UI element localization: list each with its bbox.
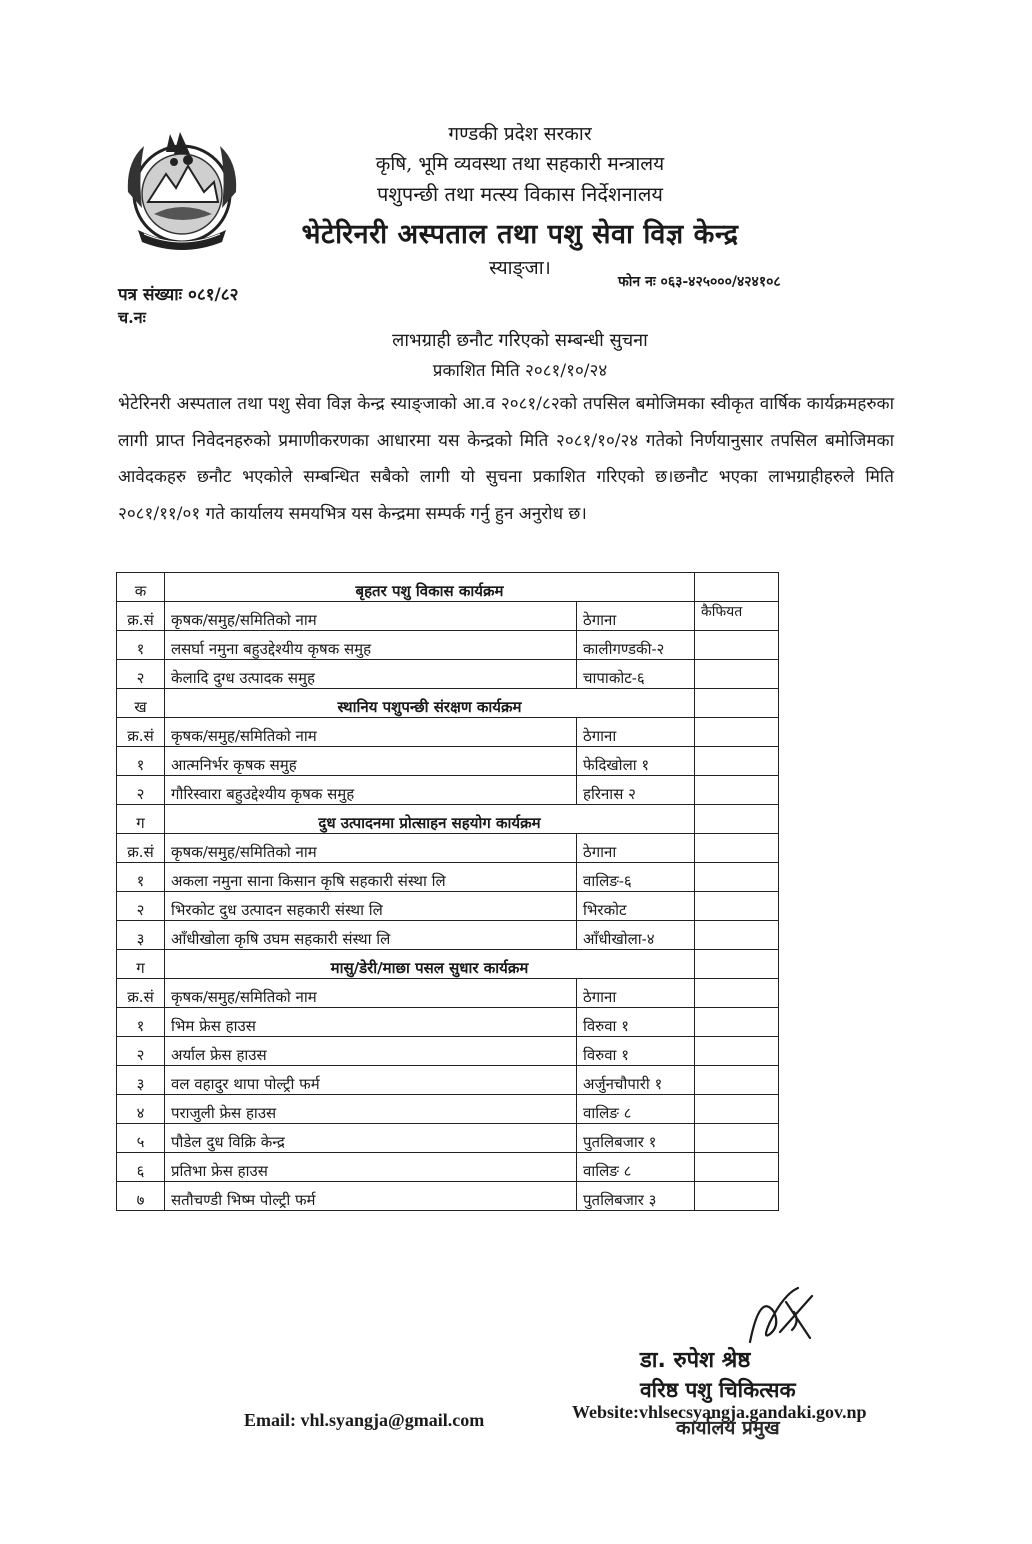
column-header-row xyxy=(117,718,779,747)
website-address: Website:vhlsecsyangja.gandaki.gov.np xyxy=(572,1402,867,1422)
row-name: भिरकोट दुध उत्पादन सहकारी संस्था लि xyxy=(165,892,577,921)
section-code: ग xyxy=(117,950,165,979)
row-address: पुतलिबजार ३ xyxy=(577,1182,695,1211)
row-address: पुतलिबजार १ xyxy=(577,1124,695,1153)
row-address: आँधीखोला-४ xyxy=(577,921,695,950)
row-address: हरिनास २ xyxy=(577,776,695,805)
dispatch-number: च.नः xyxy=(118,308,146,327)
row-serial: ३ xyxy=(117,1066,165,1095)
row-address: फेदिखोला १ xyxy=(577,747,695,776)
table-row xyxy=(117,892,779,921)
section-title: बृहतर पशु विकास कार्यक्रम xyxy=(165,573,695,602)
row-serial: २ xyxy=(117,1037,165,1066)
row-serial: ७ xyxy=(117,1182,165,1211)
row-serial: २ xyxy=(117,776,165,805)
table-row xyxy=(117,660,779,689)
section-row xyxy=(117,689,779,718)
row-remarks xyxy=(695,1153,779,1182)
office-location: स्याङ्जा। xyxy=(489,257,551,279)
col-name-header: कृषक/समुह/समितिको नाम xyxy=(165,979,577,1008)
col-address-header: ठेगाना xyxy=(577,602,695,631)
table-row xyxy=(117,1008,779,1037)
row-name: अर्याल फ्रेस हाउस xyxy=(165,1037,577,1066)
handwritten-signature xyxy=(740,1282,820,1352)
table-row xyxy=(117,1037,779,1066)
nepal-emblem-icon xyxy=(114,122,250,258)
section-title: दुध उत्पादनमा प्रोत्साहन सहयोग कार्यक्रम xyxy=(165,805,695,834)
row-name: गौरिस्वारा बहुउद्देश्यीय कृषक समुह xyxy=(165,776,577,805)
row-remarks xyxy=(695,747,779,776)
row-name: प्रतिभा फ्रेस हाउस xyxy=(165,1153,577,1182)
remarks-cell xyxy=(695,950,779,979)
table-row xyxy=(117,1095,779,1124)
row-name: पराजुली फ्रेस हाउस xyxy=(165,1095,577,1124)
col-remarks-header: कैफियत xyxy=(695,602,779,631)
table-row xyxy=(117,863,779,892)
section-code: क xyxy=(117,573,165,602)
col-serial-header: क्र.सं xyxy=(117,834,165,863)
col-remarks-header xyxy=(695,718,779,747)
col-name-header: कृषक/समुह/समितिको नाम xyxy=(165,602,577,631)
row-remarks xyxy=(695,1182,779,1211)
phone-number: फोन नः ०६३-४२५०००/४२४१०८ xyxy=(618,274,781,290)
table-row xyxy=(117,921,779,950)
row-remarks xyxy=(695,1066,779,1095)
table-row xyxy=(117,1182,779,1211)
notice-title: लाभग्राही छनौट गरिएको सम्बन्धी सुचना xyxy=(392,330,648,351)
row-serial: ३ xyxy=(117,921,165,950)
email-address: Email: vhl.syangja@gmail.com xyxy=(244,1410,485,1430)
row-remarks xyxy=(695,892,779,921)
row-name: भिम फ्रेस हाउस xyxy=(165,1008,577,1037)
col-serial-header: क्र.सं xyxy=(117,602,165,631)
row-serial: ५ xyxy=(117,1124,165,1153)
table-row xyxy=(117,747,779,776)
row-serial: २ xyxy=(117,660,165,689)
row-serial: ६ xyxy=(117,1153,165,1182)
row-serial: ४ xyxy=(117,1095,165,1124)
col-serial-header: क्र.सं xyxy=(117,979,165,1008)
row-address: वालिङ ८ xyxy=(577,1153,695,1182)
row-serial: १ xyxy=(117,631,165,660)
row-address: कालीगण्डकी-२ xyxy=(577,631,695,660)
table-row xyxy=(117,776,779,805)
beneficiary-table xyxy=(116,572,779,1211)
col-address-header: ठेगाना xyxy=(577,979,695,1008)
row-address: वालिङ ८ xyxy=(577,1095,695,1124)
row-name: आँधीखोला कृषि उघम सहकारी संस्था लि xyxy=(165,921,577,950)
col-address-header: ठेगाना xyxy=(577,718,695,747)
row-remarks xyxy=(695,776,779,805)
row-serial: १ xyxy=(117,1008,165,1037)
column-header-row xyxy=(117,979,779,1008)
ministry-name: कृषि, भूमि व्यवस्था तथा सहकारी मन्त्रालय xyxy=(375,153,665,175)
section-code: ख xyxy=(117,689,165,718)
published-date: प्रकाशित मिति २०८१/१०/२४ xyxy=(432,361,608,381)
signatory-office: कार्यालय प्रमुख xyxy=(676,1417,780,1439)
row-name: सतौचण्डी भिष्म पोल्ट्री फर्म xyxy=(165,1182,577,1211)
section-row xyxy=(117,573,779,602)
section-title: स्थानिय पशुपन्छी संरक्षण कार्यक्रम xyxy=(165,689,695,718)
col-serial-header: क्र.सं xyxy=(117,718,165,747)
remarks-cell xyxy=(695,689,779,718)
signatory-title: वरिष्ठ पशु चिकित्सक xyxy=(640,1378,796,1402)
row-name: आत्मनिर्भर कृषक समुह xyxy=(165,747,577,776)
remarks-cell xyxy=(695,805,779,834)
row-address: विरुवा १ xyxy=(577,1037,695,1066)
row-remarks xyxy=(695,863,779,892)
row-address: वालिङ-६ xyxy=(577,863,695,892)
col-remarks-header xyxy=(695,979,779,1008)
row-remarks xyxy=(695,631,779,660)
notice-body: भेटेरिनरी अस्पताल तथा पशु सेवा विज्ञ केन्द्र स्याङ्जाको आ.व २०८१/८२को तपसिल बमोजिमका स्वीकृत वार्षिक कार्यक्रमहरुका लागी प्राप्त निवेदनहरुको प्रमाणीकरणका आधारमा यस केन्द्रको मिति २०८१/१०/२४ गतेको निर्णयानुसार तपसिल बमोजिमका आवेदकहरु छनौट भएकोले सम्बन्धित सबैको लागी यो सुचना प्रकाशित गरिएको छ।छनौट भएका लाभग्राहीहरुले मिति २०८१/११/०१ गते कार्यालय समयभित्र यस केन्द्रमा सम्पर्क गर्नु हुन अनुरोध छ। xyxy=(118,394,894,524)
row-remarks xyxy=(695,1008,779,1037)
row-remarks xyxy=(695,1095,779,1124)
row-name: वल वहादुर थापा पोल्ट्री फर्म xyxy=(165,1066,577,1095)
directorate-name: पशुपन्छी तथा मत्स्य विकास निर्देशनालय xyxy=(376,182,664,206)
row-address: चापाकोट-६ xyxy=(577,660,695,689)
row-remarks xyxy=(695,660,779,689)
col-name-header: कृषक/समुह/समितिको नाम xyxy=(165,718,577,747)
office-name: भेटेरिनरी अस्पताल तथा पशु सेवा विज्ञ केन्द्र xyxy=(301,219,739,250)
signatory-name: डा. रुपेश श्रेष्ठ xyxy=(640,1348,751,1373)
remarks-header-blank xyxy=(695,573,779,602)
row-name: लसर्घा नमुना बहुउद्देश्यीय कृषक समुह xyxy=(165,631,577,660)
section-title: मासु/डेरी/माछा पसल सुधार कार्यक्रम xyxy=(165,950,695,979)
row-serial: १ xyxy=(117,747,165,776)
govt-name: गण्डकी प्रदेश सरकार xyxy=(448,123,592,145)
table-row xyxy=(117,631,779,660)
row-address: विरुवा १ xyxy=(577,1008,695,1037)
col-name-header: कृषक/समुह/समितिको नाम xyxy=(165,834,577,863)
table-row xyxy=(117,1124,779,1153)
table-row xyxy=(117,1066,779,1095)
col-address-header: ठेगाना xyxy=(577,834,695,863)
col-remarks-header xyxy=(695,834,779,863)
row-name: पौडेल दुध विक्रि केन्द्र xyxy=(165,1124,577,1153)
section-code: ग xyxy=(117,805,165,834)
row-serial: २ xyxy=(117,892,165,921)
row-name: अकला नमुना साना किसान कृषि सहकारी संस्था लि xyxy=(165,863,577,892)
column-header-row xyxy=(117,834,779,863)
row-name: केलादि दुग्ध उत्पादक समुह xyxy=(165,660,577,689)
row-serial: १ xyxy=(117,863,165,892)
reference-number: पत्र संख्याः ०८१/८२ xyxy=(118,285,239,305)
row-remarks xyxy=(695,1037,779,1066)
column-header-row xyxy=(117,602,779,631)
table-row xyxy=(117,1153,779,1182)
row-remarks xyxy=(695,921,779,950)
row-address: अर्जुनचौपारी १ xyxy=(577,1066,695,1095)
section-row xyxy=(117,805,779,834)
row-address: भिरकोट xyxy=(577,892,695,921)
row-remarks xyxy=(695,1124,779,1153)
section-row xyxy=(117,950,779,979)
